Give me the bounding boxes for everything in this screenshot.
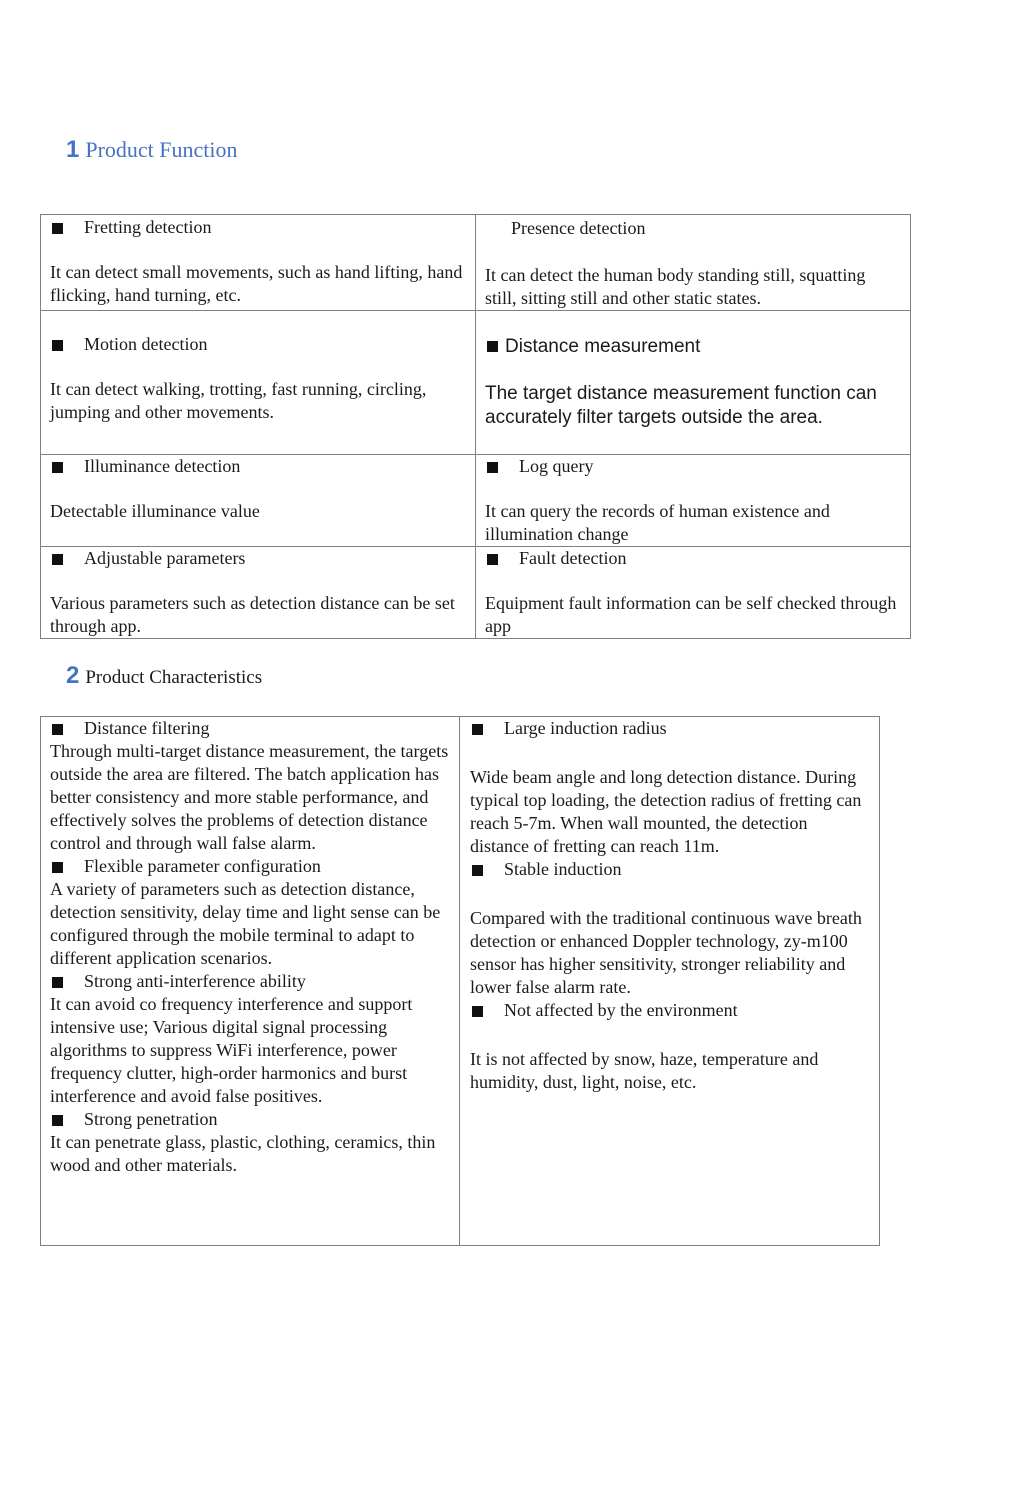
section-2-title (66, 662, 262, 690)
bullet-square-icon (52, 462, 63, 473)
section-2-number: 2 (66, 662, 80, 689)
characteristic-item (470, 999, 870, 1094)
bullet-square-icon (52, 554, 63, 565)
function-cell-presence (476, 215, 911, 311)
bullet-square-icon (487, 341, 498, 352)
bullet-square-icon (52, 724, 63, 735)
bullet-square-icon (487, 554, 498, 565)
section-1-number: 1 (66, 136, 80, 163)
cell-body: It can query the records of human existence and illumination change (485, 501, 830, 544)
cell-body: The target distance measurement function can accurately filter targets outside the area. (485, 383, 877, 428)
cell-body: It can detect small movements, such as hand lifting, hand flicking, hand turning, etc. (50, 262, 463, 305)
item-heading: Strong penetration (84, 1109, 218, 1129)
item-heading: Distance filtering (84, 718, 210, 738)
function-cell-illuminance (41, 455, 476, 547)
item-heading: Stable induction (504, 859, 622, 879)
function-cell-parameters (41, 547, 476, 639)
bullet-square-icon (52, 223, 63, 234)
bullet-square-icon (52, 340, 63, 351)
bullet-square-icon (52, 977, 63, 988)
item-body: It can penetrate glass, plastic, clothing, ceramics, thin wood and other materials. (50, 1132, 436, 1175)
function-cell-distance (476, 311, 911, 455)
cell-body: Equipment fault information can be self checked through app (485, 593, 897, 636)
item-heading: Large induction radius (504, 718, 667, 738)
item-heading: Not affected by the environment (504, 1000, 738, 1020)
characteristic-item (470, 717, 870, 858)
function-cell-fault (476, 547, 911, 639)
cell-heading: Fault detection (519, 548, 627, 568)
section-1-heading: Product Function (85, 137, 238, 162)
characteristics-left-column (41, 717, 460, 1246)
bullet-square-icon (487, 462, 498, 473)
section-1-title (66, 136, 238, 164)
characteristic-item (50, 717, 450, 855)
bullet-square-icon (472, 1006, 483, 1017)
product-characteristics-table (40, 716, 880, 1246)
item-heading: Flexible parameter configuration (84, 856, 321, 876)
bullet-square-icon (472, 865, 483, 876)
characteristic-item (470, 858, 870, 999)
item-body: Through multi-target distance measurement, the targets outside the area are filtered. The batch application has better consistency and more stable performance, and effectively solves the problems of detection distance control and through wall false alarm. (50, 741, 449, 853)
cell-heading: Fretting detection (84, 217, 212, 237)
cell-heading: Log query (519, 456, 594, 476)
cell-body: Various parameters such as detection distance can be set through app. (50, 593, 455, 636)
cell-body: It can detect walking, trotting, fast running, circling, jumping and other movements. (50, 379, 427, 422)
cell-heading: Adjustable parameters (84, 548, 246, 568)
characteristics-right-column (460, 717, 880, 1246)
item-body: It is not affected by snow, haze, temperature and humidity, dust, light, noise, etc. (470, 1049, 819, 1092)
characteristic-item (50, 970, 450, 1108)
cell-heading: Distance measurement (505, 336, 701, 357)
function-cell-fretting (41, 215, 476, 311)
cell-heading: Illuminance detection (84, 456, 241, 476)
characteristic-item (50, 1108, 450, 1177)
item-heading: Strong anti-interference ability (84, 971, 306, 991)
cell-heading: Presence detection (511, 218, 646, 238)
bullet-square-icon (52, 1115, 63, 1126)
bullet-square-icon (472, 724, 483, 735)
function-cell-log (476, 455, 911, 547)
function-cell-motion (41, 311, 476, 455)
item-body: Compared with the traditional continuous wave breath detection or enhanced Doppler technology, zy-m100 sensor has higher sensitivity, stronger reliability and lower false alarm rate. (470, 908, 862, 997)
product-function-table (40, 214, 911, 639)
bullet-square-icon (52, 862, 63, 873)
cell-heading: Motion detection (84, 334, 208, 354)
characteristic-item (50, 855, 450, 970)
item-body: Wide beam angle and long detection distance. During typical top loading, the detection radius of fretting can reach 5-7m. When wall mounted, the detection distance of fretting can reach 11m. (470, 767, 862, 856)
cell-body: Detectable illuminance value (50, 501, 260, 521)
item-body: A variety of parameters such as detection distance, detection sensitivity, delay time and light sense can be configured through the mobile terminal to adapt to different application scenarios. (50, 879, 441, 968)
cell-body: It can detect the human body standing still, squatting still, sitting still and other static states. (485, 265, 866, 308)
item-body: It can avoid co frequency interference and support intensive use; Various digital signal processing algorithms to suppress WiFi interference, power frequency clutter, high-order harmonics and burst interference and avoid false positives. (50, 994, 413, 1106)
section-2-heading: Product Characteristics (85, 667, 263, 688)
